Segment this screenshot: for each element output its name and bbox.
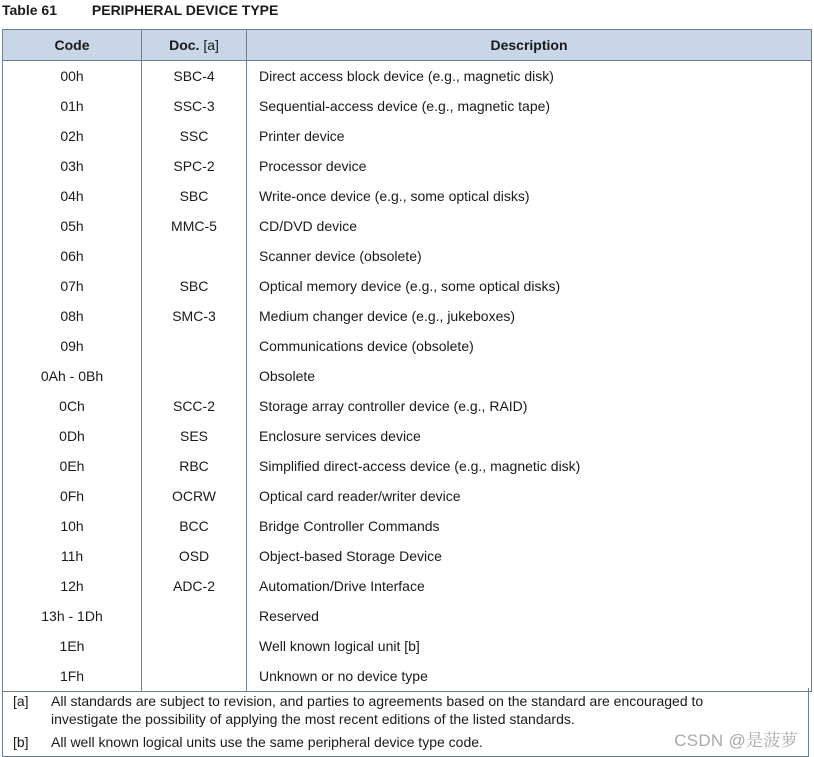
row-code: 07h (3, 271, 142, 301)
row-description: Write-once device (e.g., some optical disks) (247, 181, 812, 211)
row-code: 08h (3, 301, 142, 331)
peripheral-device-type-table (2, 29, 812, 692)
table-row (3, 571, 812, 601)
row-code: 11h (3, 541, 142, 571)
row-doc (142, 601, 247, 631)
row-description: Communications device (obsolete) (247, 331, 812, 361)
row-code: 06h (3, 241, 142, 271)
table-row (3, 421, 812, 451)
table-row (3, 151, 812, 181)
row-code: 01h (3, 91, 142, 121)
table-row (3, 181, 812, 211)
table-row (3, 91, 812, 121)
row-doc: SMC-3 (142, 301, 247, 331)
row-description: Bridge Controller Commands (247, 511, 812, 541)
row-doc: SBC (142, 181, 247, 211)
row-description: Processor device (247, 151, 812, 181)
header-doc-label: Doc. (169, 37, 200, 53)
row-doc: BCC (142, 511, 247, 541)
row-doc: ADC-2 (142, 571, 247, 601)
row-description: Unknown or no device type (247, 661, 812, 692)
table-number: Table 61 (2, 2, 57, 18)
row-doc (142, 661, 247, 692)
header-code: Code (3, 30, 142, 61)
row-code: 02h (3, 121, 142, 151)
table-row (3, 211, 812, 241)
header-row (3, 30, 812, 61)
row-code: 05h (3, 211, 142, 241)
row-doc: SPC-2 (142, 151, 247, 181)
row-code: 13h - 1Dh (3, 601, 142, 631)
row-doc: SES (142, 421, 247, 451)
row-doc: RBC (142, 451, 247, 481)
row-code: 09h (3, 331, 142, 361)
row-doc: OSD (142, 541, 247, 571)
row-doc: SSC (142, 121, 247, 151)
row-description: Automation/Drive Interface (247, 571, 812, 601)
footnote-a (13, 692, 751, 728)
row-code: 03h (3, 151, 142, 181)
table-row (3, 121, 812, 151)
row-description: Scanner device (obsolete) (247, 241, 812, 271)
row-doc (142, 331, 247, 361)
table-row (3, 451, 812, 481)
row-code: 0Fh (3, 481, 142, 511)
table-row (3, 661, 812, 692)
watermark: CSDN @是菠萝 (674, 731, 798, 750)
table-row (3, 271, 812, 301)
row-code: 00h (3, 61, 142, 92)
table-caption (2, 0, 278, 20)
row-code: 10h (3, 511, 142, 541)
footnote-b-text: All well known logical units use the same peripheral device type code. (51, 734, 483, 750)
row-code: 1Fh (3, 661, 142, 692)
table-row (3, 601, 812, 631)
row-description: Object-based Storage Device (247, 541, 812, 571)
row-description: Enclosure services device (247, 421, 812, 451)
table-row (3, 331, 812, 361)
row-doc (142, 361, 247, 391)
row-doc: MMC-5 (142, 211, 247, 241)
table-row (3, 481, 812, 511)
row-doc: SSC-3 (142, 91, 247, 121)
row-doc: SBC-4 (142, 61, 247, 92)
table-row (3, 511, 812, 541)
row-doc (142, 241, 247, 271)
row-description: Optical card reader/writer device (247, 481, 812, 511)
table-row (3, 61, 812, 92)
row-code: 0Eh (3, 451, 142, 481)
row-description: Obsolete (247, 361, 812, 391)
row-description: Medium changer device (e.g., jukeboxes) (247, 301, 812, 331)
row-code: 0Ah - 0Bh (3, 361, 142, 391)
table-row (3, 301, 812, 331)
row-description: CD/DVD device (247, 211, 812, 241)
table-title: PERIPHERAL DEVICE TYPE (91, 2, 279, 18)
row-code: 0Ch (3, 391, 142, 421)
table-row (3, 361, 812, 391)
row-description: Sequential-access device (e.g., magnetic tape) (247, 91, 812, 121)
row-code: 0Dh (3, 421, 142, 451)
row-description: Optical memory device (e.g., some optical disks) (247, 271, 812, 301)
row-code: 12h (3, 571, 142, 601)
footnote-a-tag: [a] (13, 693, 29, 709)
row-doc: SCC-2 (142, 391, 247, 421)
row-description: Storage array controller device (e.g., RAID) (247, 391, 812, 421)
row-description: Printer device (247, 121, 812, 151)
footnote-a-text: All standards are subject to revision, and parties to agreements based on the standard are encouraged to investigate the possibility of applying the most recent editions of the listed standards. (51, 693, 704, 727)
row-doc (142, 631, 247, 661)
table-row (3, 241, 812, 271)
footnote-b-tag: [b] (13, 734, 29, 750)
header-doc-footnote-ref: [a] (203, 37, 219, 53)
row-code: 1Eh (3, 631, 142, 661)
table-row (3, 391, 812, 421)
table-row (3, 541, 812, 571)
table-row (3, 631, 812, 661)
header-doc (142, 30, 247, 61)
header-description: Description (247, 30, 812, 61)
row-description: Reserved (247, 601, 812, 631)
footnote-b (13, 733, 483, 751)
row-description: Simplified direct-access device (e.g., magnetic disk) (247, 451, 812, 481)
row-code: 04h (3, 181, 142, 211)
row-description: Well known logical unit [b] (247, 631, 812, 661)
row-description: Direct access block device (e.g., magnetic disk) (247, 61, 812, 92)
row-doc: SBC (142, 271, 247, 301)
row-doc: OCRW (142, 481, 247, 511)
